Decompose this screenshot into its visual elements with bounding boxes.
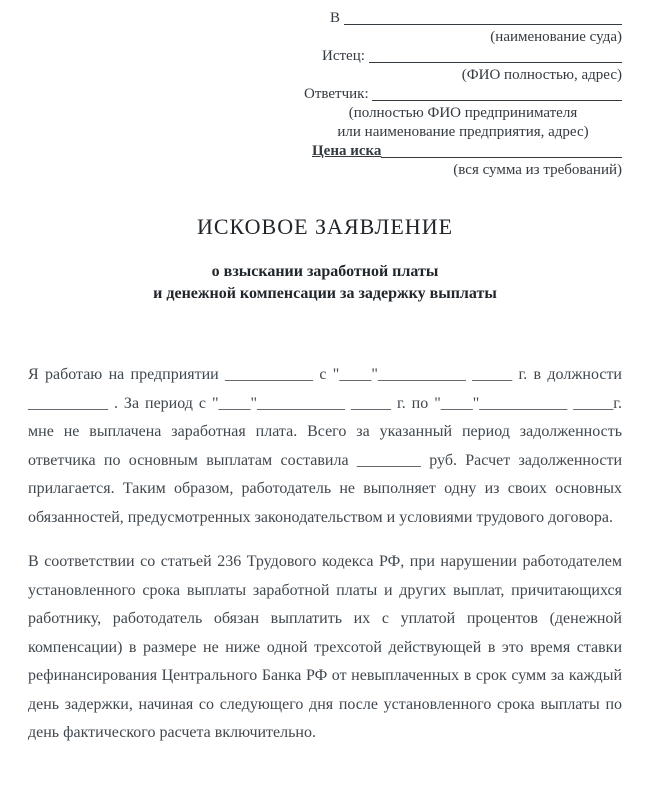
- body-paragraph-1: Я работаю на предприятии ___________ с "____"___________ _____ г. в должности __________ . За период с "____"___________ _____ г. по "____"___________ _____г. мне не выплачена заработная плата. Всего за указанный период задолженность ответчика по основным выплатам составила ________ руб. Расчет задолженности прилагается. Таким образом, работодатель не выполняет одну из своих основных обязанностей, предусмотренных законодательством и условиями трудового договора.: [28, 366, 622, 526]
- defendant-label: Ответчик:: [304, 86, 373, 102]
- plaintiff-blank-line: [369, 62, 622, 63]
- claim-price-line: [304, 142, 622, 161]
- document-subtitle: [28, 261, 622, 305]
- document-subtitle-line1: о взыскании заработной платы: [211, 263, 439, 280]
- defendant-caption-line2: или наименование предприятия, адрес): [337, 124, 589, 140]
- court-label: В: [330, 10, 344, 26]
- court-caption: (наименование суда): [490, 29, 622, 45]
- court-header-block: [304, 9, 622, 180]
- court-line: [304, 9, 622, 28]
- defendant-line: [304, 85, 622, 104]
- plaintiff-label: Истец:: [322, 48, 369, 64]
- document-title: ИСКОВОЕ ЗАЯВЛЕНИЕ: [196, 214, 454, 239]
- body-paragraph-2: В соответствии со статьей 236 Трудового кодекса РФ, при нарушении работодателем установленного срока выплаты заработной платы и других выплат, причитающихся работнику, работодатель обязан выплатить их с уплатой процентов (денежной компенсации) в размере не ниже одной трехсотой действующей в это время ставки рефинансирования Центрального Банка РФ от невыплаченных в срок сумм за каждый день задержки, начиная со следующего дня после установленного срока выплаты по день фактического расчета включительно.: [28, 553, 622, 741]
- claim-price-label: Цена иска: [312, 143, 382, 159]
- claim-price-blank-line: [381, 157, 622, 158]
- defendant-caption-line1: (полностью ФИО предпринимателя: [348, 105, 578, 121]
- defendant-blank-line: [372, 100, 622, 101]
- plaintiff-caption: (ФИО полностью, адрес): [461, 67, 622, 83]
- document-subtitle-line2: и денежной компенсации за задержку выплаты: [153, 285, 497, 302]
- plaintiff-line: [304, 47, 622, 66]
- document-body: [28, 361, 622, 748]
- court-blank-line: [344, 24, 622, 25]
- claim-price-caption: (вся сумма из требований): [453, 162, 622, 178]
